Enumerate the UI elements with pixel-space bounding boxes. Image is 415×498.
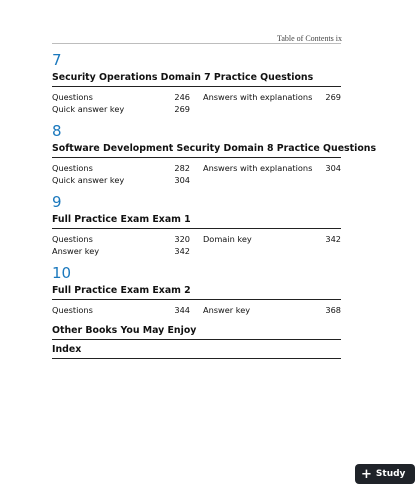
toc-entry[interactable] [52,304,190,316]
toc-row [52,304,341,316]
toc-row [52,174,341,186]
study-button-label: Study [375,469,406,479]
entry-label: Domain key [203,234,252,244]
entry-page: 368 [325,305,341,315]
toc-row [52,233,341,245]
entry-page: 269 [325,92,341,102]
toc-entry[interactable] [52,103,190,115]
chapter-number: 7 [52,51,62,69]
toc-entry[interactable] [52,174,190,186]
entry-label: Questions [52,305,93,315]
section-title[interactable]: Index [52,343,341,359]
plus-icon: + [361,466,372,482]
chapter-9 [52,194,341,257]
entry-page: 320 [174,234,190,244]
entry-page: 342 [174,246,190,256]
entry-label: Answer key [52,246,100,256]
entry-label: Questions [52,92,93,102]
entry-page: 246 [174,92,190,102]
entry-page: 344 [174,305,190,315]
entry-label: Questions [52,163,93,173]
toc-entry[interactable] [52,245,190,257]
toc-entry[interactable] [52,233,190,245]
header-rule [52,43,341,44]
chapter-title[interactable]: Software Development Security Domain 8 Practice Questions [52,142,341,158]
toc-entry[interactable] [203,162,341,174]
entry-page: 304 [174,175,190,185]
toc-row [52,245,341,257]
chapter-number: 10 [52,264,72,282]
chapter-10 [52,265,341,316]
toc-row [52,91,341,103]
entry-page: 342 [325,234,341,244]
running-head: Table of Contents ix [277,34,342,43]
toc-row [52,162,341,174]
chapter-number: 8 [52,122,62,140]
chapter-title[interactable]: Full Practice Exam Exam 2 [52,284,341,300]
entry-page: 269 [174,104,190,114]
toc-entry[interactable] [52,91,190,103]
toc-entry[interactable] [203,304,341,316]
index-section [52,343,341,359]
entry-page: 304 [325,163,341,173]
toc-entry[interactable] [203,91,341,103]
entry-label: Answers with explanations [203,163,313,173]
entry-label: Answers with explanations [203,92,313,102]
toc-row [52,103,341,115]
entry-label: Questions [52,234,93,244]
chapter-8 [52,122,377,186]
study-button[interactable] [355,464,415,484]
entry-page: 282 [174,163,190,173]
chapter-7 [52,52,341,115]
entry-label: Quick answer key [52,104,125,114]
other-books-section [52,324,341,340]
chapter-number: 9 [52,193,62,211]
toc-entry[interactable] [52,162,190,174]
entry-label: Answer key [203,305,251,315]
section-title[interactable]: Other Books You May Enjoy [52,324,341,340]
chapter-title[interactable]: Full Practice Exam Exam 1 [52,213,341,229]
toc-content [52,51,377,362]
entry-label: Quick answer key [52,175,125,185]
chapter-title[interactable]: Security Operations Domain 7 Practice Questions [52,71,341,87]
toc-entry[interactable] [203,233,341,245]
